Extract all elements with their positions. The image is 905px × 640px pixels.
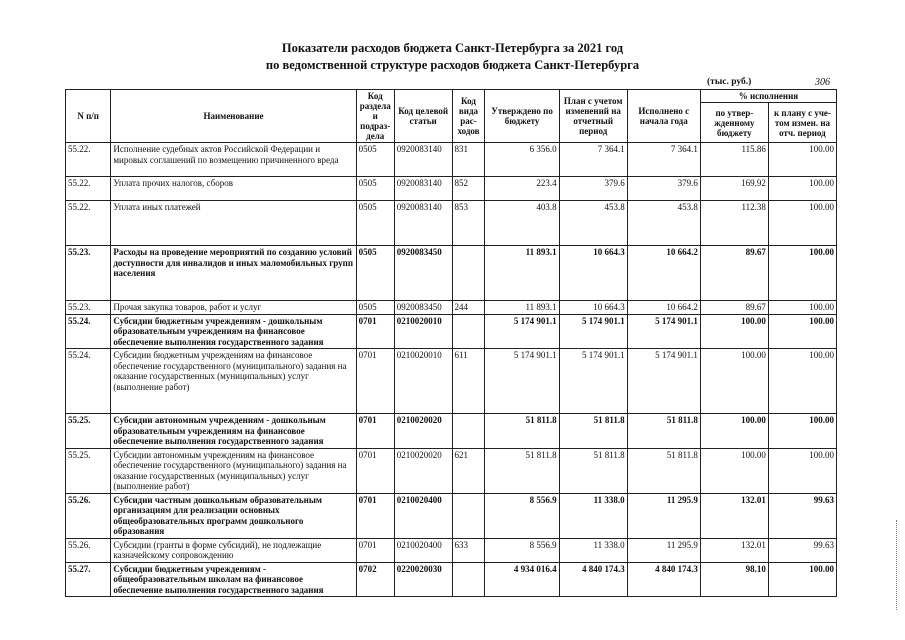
cell-approved: 4 934 016.4 (485, 562, 559, 597)
cell-num: 55.27. (66, 562, 111, 597)
cell-name: Расходы на проведение мероприятий по созданию условий доступности для инвалидов и иных маломобильных групп населения (111, 246, 356, 301)
cell-num: 55.25. (66, 448, 111, 493)
cell-num: 55.26. (66, 538, 111, 562)
cell-target-code: 0220020030 (394, 562, 452, 597)
cell-pct-approved: 132.01 (700, 538, 768, 562)
cell-executed: 51 811.8 (627, 414, 700, 449)
budget-table (65, 89, 837, 597)
cell-pct-approved: 100.00 (700, 349, 768, 414)
table-row (66, 177, 837, 201)
table-row (66, 314, 837, 349)
cell-pct-plan: 100.00 (768, 414, 836, 449)
cell-expense-type (452, 314, 485, 349)
cell-plan: 5 174 901.1 (559, 314, 627, 349)
cell-plan: 11 338.0 (559, 538, 627, 562)
cell-expense-type: 852 (452, 177, 485, 201)
cell-plan: 11 338.0 (559, 493, 627, 538)
cell-pct-approved: 169.92 (700, 177, 768, 201)
table-row (66, 448, 837, 493)
cell-num: 55.23. (66, 246, 111, 301)
cell-executed: 5 174 901.1 (627, 314, 700, 349)
table-row (66, 493, 837, 538)
cell-pct-plan: 100.00 (768, 448, 836, 493)
cell-executed: 11 295.9 (627, 493, 700, 538)
cell-pct-plan: 99.63 (768, 538, 836, 562)
cell-executed: 7 364.1 (627, 143, 700, 177)
page-subtitle: по ведомственной структуре расходов бюджета Санкт-Петербурга (265, 58, 640, 72)
cell-pct-approved: 89.67 (700, 301, 768, 315)
cell-pct-approved: 100.00 (700, 448, 768, 493)
header-pct-plan: к плану с уче-том измен. на отч. период (768, 103, 836, 143)
cell-num: 55.22. (66, 177, 111, 201)
cell-name: Субсидии частным дошкольным образовательным организациям для реализации основных общеобразовательных программ дошкольного образования (111, 493, 356, 538)
cell-target-code: 0210020010 (394, 349, 452, 414)
cell-pct-plan: 100.00 (768, 177, 836, 201)
cell-section-code: 0505 (356, 246, 394, 301)
scan-edge-marks (896, 520, 903, 610)
table-row (66, 562, 837, 597)
cell-num: 55.23. (66, 301, 111, 315)
cell-pct-plan: 100.00 (768, 301, 836, 315)
cell-section-code: 0701 (356, 414, 394, 449)
cell-plan: 51 811.8 (559, 414, 627, 449)
cell-name: Уплата иных платежей (111, 201, 356, 246)
cell-target-code: 0210020020 (394, 448, 452, 493)
cell-expense-type: 611 (452, 349, 485, 414)
cell-expense-type: 831 (452, 143, 485, 177)
table-row (66, 143, 837, 177)
cell-pct-approved: 132.01 (700, 493, 768, 538)
cell-executed: 4 840 174.3 (627, 562, 700, 597)
cell-plan: 51 811.8 (559, 448, 627, 493)
cell-target-code: 0920083450 (394, 246, 452, 301)
header-approved: Утверждено по бюджету (485, 90, 559, 143)
cell-section-code: 0701 (356, 493, 394, 538)
cell-section-code: 0701 (356, 314, 394, 349)
cell-approved: 8 556.9 (485, 493, 559, 538)
cell-approved: 5 174 901.1 (485, 314, 559, 349)
cell-section-code: 0505 (356, 177, 394, 201)
cell-plan: 453.8 (559, 201, 627, 246)
cell-name: Прочая закупка товаров, работ и услуг (111, 301, 356, 315)
cell-approved: 51 811.8 (485, 414, 559, 449)
cell-section-code: 0505 (356, 143, 394, 177)
cell-expense-type (452, 493, 485, 538)
cell-expense-type (452, 414, 485, 449)
cell-approved: 6 356.0 (485, 143, 559, 177)
cell-target-code: 0920083450 (394, 301, 452, 315)
cell-section-code: 0701 (356, 448, 394, 493)
table-row (66, 246, 837, 301)
cell-pct-plan: 100.00 (768, 201, 836, 246)
header-pct-approved: по утвер-жденному бюджету (700, 103, 768, 143)
cell-expense-type: 621 (452, 448, 485, 493)
cell-name: Субсидии (гранты в форме субсидий), не подлежащие казначейскому сопровождению (111, 538, 356, 562)
table-row (66, 414, 837, 449)
cell-section-code: 0505 (356, 301, 394, 315)
cell-name: Субсидии бюджетным учреждениям на финансовое обеспечение государственного (муниципального) задания на оказание государственных (муниципальных) услуг (выполнение работ) (111, 349, 356, 414)
cell-executed: 453.8 (627, 201, 700, 246)
units-label: (тыс. руб.) (707, 77, 752, 87)
header-num: N п/п (66, 90, 111, 143)
cell-name: Субсидии бюджетным учреждениям - дошкольным образовательным учреждениям на финансовое обеспечение выполнения государственного задания (111, 314, 356, 349)
cell-target-code: 0920083140 (394, 143, 452, 177)
cell-target-code: 0210020020 (394, 414, 452, 449)
page-number: 306 (815, 77, 830, 88)
cell-section-code: 0701 (356, 538, 394, 562)
table-row (66, 301, 837, 315)
cell-num: 55.22. (66, 201, 111, 246)
cell-num: 55.22. (66, 143, 111, 177)
cell-approved: 8 556.9 (485, 538, 559, 562)
cell-pct-plan: 100.00 (768, 246, 836, 301)
cell-num: 55.25. (66, 414, 111, 449)
cell-expense-type: 853 (452, 201, 485, 246)
header-section-code: Код раздела и подраз-дела (356, 90, 394, 143)
cell-executed: 5 174 901.1 (627, 349, 700, 414)
cell-section-code: 0702 (356, 562, 394, 597)
cell-name: Исполнение судебных актов Российской Федерации и мировых соглашений по возмещению причиненного вреда (111, 143, 356, 177)
cell-target-code: 0210020400 (394, 493, 452, 538)
cell-executed: 10 664.2 (627, 301, 700, 315)
cell-name: Субсидии бюджетным учреждениям - общеобразовательным школам на финансовое обеспечение выполнения государственного задания (111, 562, 356, 597)
cell-name: Субсидии автономным учреждениям - дошкольным образовательным учреждениям на финансовое обеспечение выполнения государственного задания (111, 414, 356, 449)
cell-num: 55.26. (66, 493, 111, 538)
cell-target-code: 0210020010 (394, 314, 452, 349)
header-name: Наименование (111, 90, 356, 143)
cell-plan: 4 840 174.3 (559, 562, 627, 597)
header-expense-type: Код вида рас-ходов (452, 90, 485, 143)
cell-pct-approved: 98.10 (700, 562, 768, 597)
cell-approved: 403.8 (485, 201, 559, 246)
cell-pct-approved: 89.67 (700, 246, 768, 301)
cell-plan: 10 664.3 (559, 246, 627, 301)
cell-num: 55.24. (66, 349, 111, 414)
cell-target-code: 0920083140 (394, 177, 452, 201)
cell-target-code: 0920083140 (394, 201, 452, 246)
cell-pct-plan: 100.00 (768, 143, 836, 177)
cell-executed: 51 811.8 (627, 448, 700, 493)
cell-expense-type: 244 (452, 301, 485, 315)
cell-target-code: 0210020400 (394, 538, 452, 562)
table-row (66, 538, 837, 562)
cell-pct-approved: 100.00 (700, 314, 768, 349)
cell-pct-approved: 112.38 (700, 201, 768, 246)
cell-plan: 379.6 (559, 177, 627, 201)
cell-approved: 11 893.1 (485, 246, 559, 301)
cell-pct-approved: 115.86 (700, 143, 768, 177)
cell-plan: 7 364.1 (559, 143, 627, 177)
cell-approved: 223.4 (485, 177, 559, 201)
table-row (66, 201, 837, 246)
page-title: Показатели расходов бюджета Санкт-Петербурга за 2021 год (281, 41, 624, 55)
cell-pct-plan: 100.00 (768, 349, 836, 414)
cell-approved: 51 811.8 (485, 448, 559, 493)
header-percent: % исполнения (700, 90, 836, 103)
header-executed: Исполнено с начала года (627, 90, 700, 143)
cell-approved: 11 893.1 (485, 301, 559, 315)
cell-plan: 10 664.3 (559, 301, 627, 315)
cell-executed: 10 664.2 (627, 246, 700, 301)
cell-name: Субсидии автономным учреждениям на финансовое обеспечение государственного (муниципального) задания на оказание государственных (муниципальных) услуг (выполнение работ) (111, 448, 356, 493)
cell-num: 55.24. (66, 314, 111, 349)
cell-section-code: 0505 (356, 201, 394, 246)
cell-plan: 5 174 901.1 (559, 349, 627, 414)
table-row (66, 349, 837, 414)
cell-expense-type: 633 (452, 538, 485, 562)
cell-pct-plan: 100.00 (768, 314, 836, 349)
cell-executed: 11 295.9 (627, 538, 700, 562)
cell-expense-type (452, 246, 485, 301)
cell-pct-plan: 100.00 (768, 562, 836, 597)
cell-executed: 379.6 (627, 177, 700, 201)
cell-approved: 5 174 901.1 (485, 349, 559, 414)
header-plan: План с учетом изменений на отчетный период (559, 90, 627, 143)
header-target-code: Код целевой статьи (394, 90, 452, 143)
cell-name: Уплата прочих налогов, сборов (111, 177, 356, 201)
cell-expense-type (452, 562, 485, 597)
cell-pct-approved: 100.00 (700, 414, 768, 449)
cell-section-code: 0701 (356, 349, 394, 414)
cell-pct-plan: 99.63 (768, 493, 836, 538)
